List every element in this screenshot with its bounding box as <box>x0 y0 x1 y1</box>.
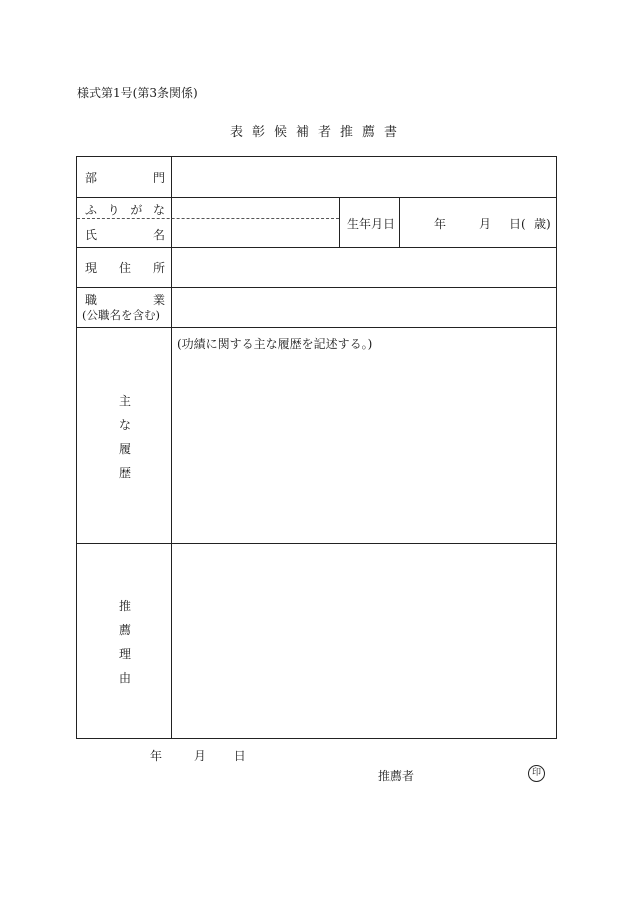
name-label: 氏 名 <box>85 228 165 242</box>
birthdate-label: 生年月日 <box>347 217 396 231</box>
submission-date: 年 月 日 <box>150 749 246 763</box>
row-divider <box>77 197 556 198</box>
document-title: 表彰候補者推薦書 <box>229 125 406 140</box>
birthdate-year-label: 年 <box>434 217 447 231</box>
birthdate-age-label: 歳) <box>534 217 551 231</box>
label-column-divider <box>171 157 172 738</box>
birthdate-month-label: 月 <box>479 217 492 231</box>
reason-label: 推 薦 理 由 <box>118 599 131 685</box>
occupation-note: (公職名を含む) <box>82 308 160 322</box>
department-label: 部 門 <box>85 171 165 185</box>
row-divider <box>77 287 556 288</box>
furigana-dashed-line <box>77 218 339 219</box>
address-label: 現 住 所 <box>85 261 165 275</box>
history-label: 主 な 履 歴 <box>118 394 131 480</box>
row-divider <box>77 543 556 544</box>
seal-icon: 印 <box>528 765 545 782</box>
row-divider <box>77 327 556 328</box>
occupation-label: 職 業 <box>85 293 165 307</box>
history-placeholder: (功績に関する主な履歴を記述する。) <box>177 337 373 351</box>
furigana-label: ふ り が な <box>85 203 165 217</box>
form-number: 様式第1号(第3条関係) <box>77 86 198 100</box>
recommender-label: 推薦者 <box>378 769 415 783</box>
recommendation-form-table <box>76 156 557 739</box>
row-divider <box>77 247 556 248</box>
birthdate-divider-left <box>339 197 340 247</box>
birthdate-day-label: 日( <box>509 217 526 231</box>
birthdate-divider-right <box>399 197 400 247</box>
